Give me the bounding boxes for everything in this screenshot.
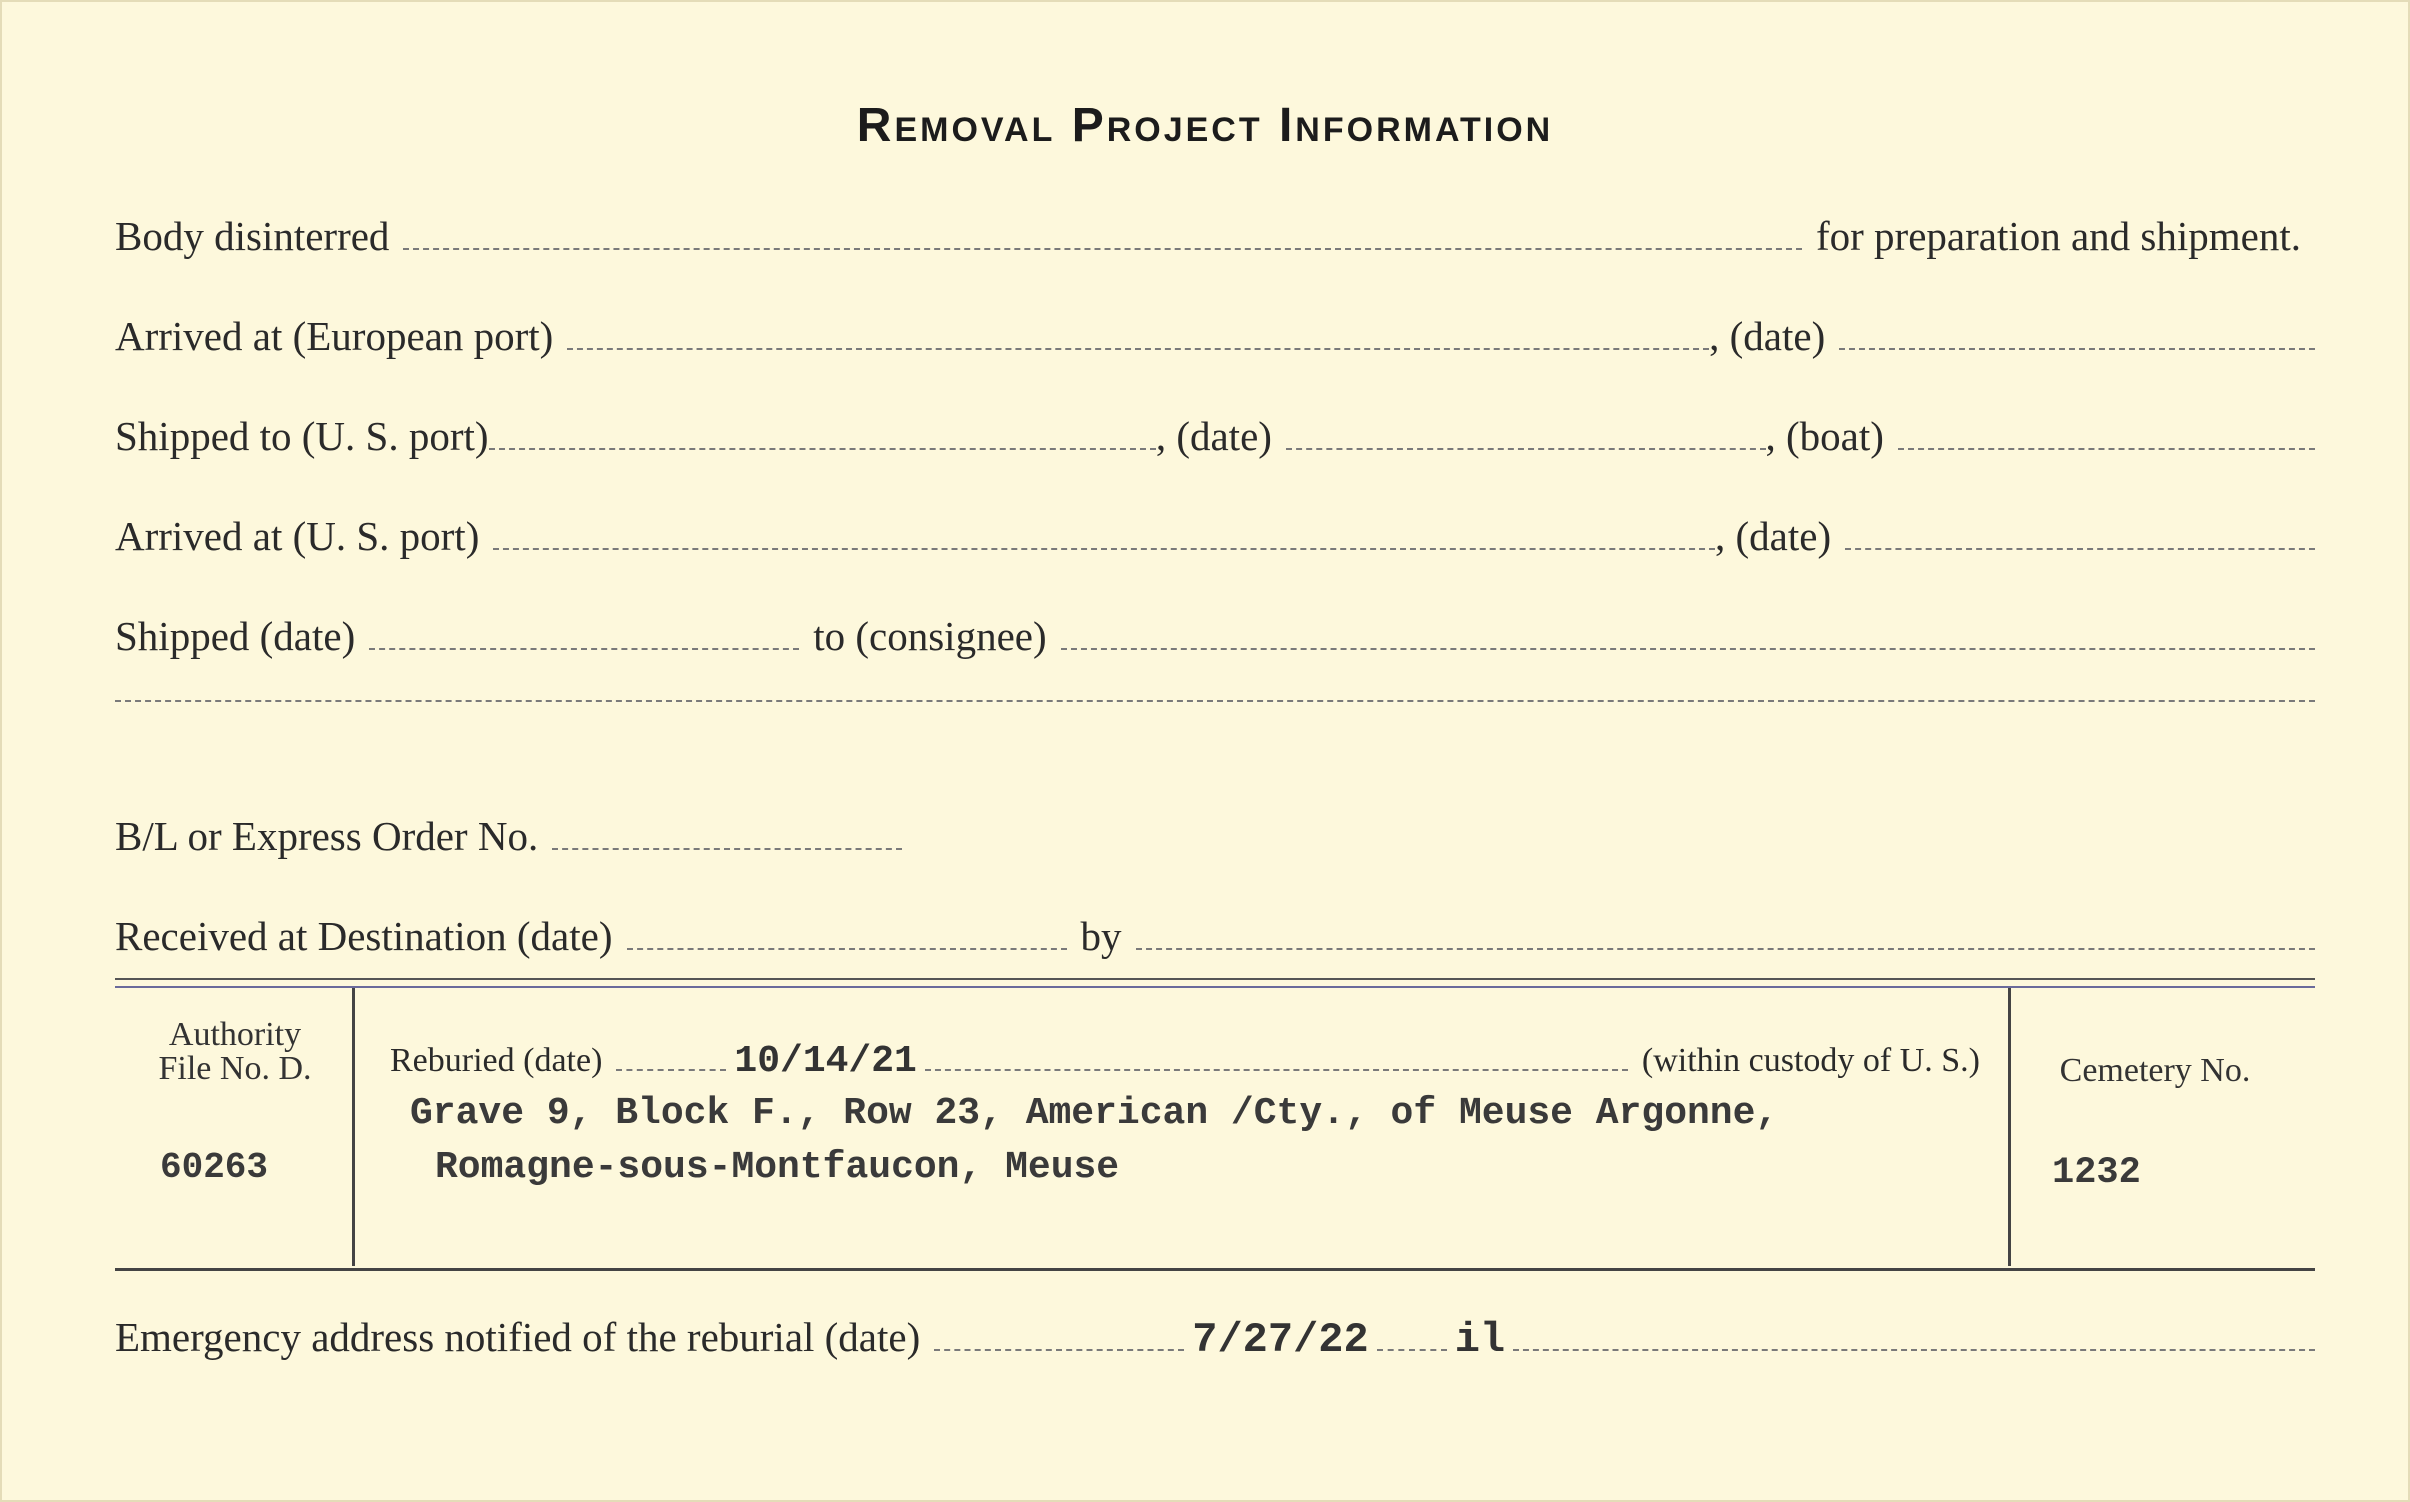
authority-label-line2: File No. D. xyxy=(158,1050,312,1087)
bl-order-blank xyxy=(552,848,902,850)
emergency-initials: il xyxy=(1454,1316,1506,1364)
reburied-label: Reburied (date) xyxy=(390,1042,603,1079)
reburied-date: 10/14/21 xyxy=(734,1040,917,1083)
body-disinterred-blank xyxy=(403,248,1802,250)
authority-label xyxy=(120,1018,350,1086)
arrived-european-label: Arrived at (European port) xyxy=(115,313,554,359)
card-title: Removal Project Information xyxy=(856,99,1554,152)
row-consignee-continued xyxy=(115,700,2315,760)
location-line-1: Grave 9, Block F., Row 23, American /Cty., of Meuse Argonne, xyxy=(410,1092,1779,1135)
emergency-blank-mid xyxy=(1377,1349,1447,1351)
received-label: Received at Destination (date) xyxy=(115,913,613,959)
row-bl-order xyxy=(115,812,2315,872)
emergency-blank-lead xyxy=(934,1349,1184,1351)
emergency-blank xyxy=(1513,1349,2315,1351)
row-body-disinterred xyxy=(115,212,2315,272)
reburial-box-left-divider xyxy=(352,988,355,1266)
shipped-us-label: Shipped to (U. S. port) xyxy=(115,413,489,459)
european-port-blank xyxy=(567,348,1709,350)
authority-label-line1: Authority xyxy=(168,1016,302,1053)
by-label: by xyxy=(1080,913,1122,959)
emergency-label: Emergency address notified of the reburial (date) xyxy=(115,1314,921,1360)
reburial-box-right-divider xyxy=(2008,988,2011,1266)
boat-label: , (boat) xyxy=(1765,413,1884,459)
consignee-blank xyxy=(1061,648,2315,650)
arrived-european-date-label: , (date) xyxy=(1709,313,1826,359)
arrived-us-date-blank xyxy=(1845,548,2315,550)
row-received xyxy=(115,912,2315,972)
european-date-blank xyxy=(1839,348,2315,350)
reburied-row xyxy=(390,1040,1980,1083)
shipped-date-label: Shipped (date) xyxy=(115,613,356,659)
row-arrived-european xyxy=(115,312,2315,372)
arrived-us-date-label: , (date) xyxy=(1715,513,1832,559)
shipped-us-date-blank xyxy=(1286,448,1766,450)
bl-order-label: B/L or Express Order No. xyxy=(115,813,539,859)
row-emergency xyxy=(115,1313,2315,1373)
row-arrived-us xyxy=(115,512,2315,572)
reburied-blank xyxy=(925,1069,1628,1071)
row-shipped-date xyxy=(115,612,2315,672)
received-by-blank xyxy=(1136,948,2316,950)
shipped-us-date-label: , (date) xyxy=(1155,413,1272,459)
file-number: 60263 xyxy=(160,1147,269,1188)
cemetery-label: Cemetery No. xyxy=(2059,1052,2251,1089)
consignee-continued-blank xyxy=(115,700,2315,702)
emergency-date: 7/27/22 xyxy=(1192,1316,1369,1364)
body-disinterred-label: Body disinterred xyxy=(115,213,390,259)
reburial-box-bottom-rule xyxy=(115,1268,2315,1271)
consignee-label: to (consignee) xyxy=(813,613,1047,659)
us-port-blank xyxy=(489,448,1156,450)
custody-label: (within custody of U. S.) xyxy=(1641,1042,1980,1079)
shipped-date-blank xyxy=(369,648,799,650)
reburied-blank-lead xyxy=(616,1069,726,1071)
reburial-box-top-rule xyxy=(115,978,2315,988)
preparation-shipment-label: for preparation and shipment. xyxy=(1815,213,2301,259)
row-shipped-us xyxy=(115,412,2315,472)
arrived-us-label: Arrived at (U. S. port) xyxy=(115,513,480,559)
arrived-us-port-blank xyxy=(493,548,1715,550)
received-date-blank xyxy=(627,948,1067,950)
location-line-2: Romagne-sous-Montfaucon, Meuse xyxy=(435,1146,1120,1189)
cemetery-number: 1232 xyxy=(2052,1152,2141,1194)
boat-blank xyxy=(1898,448,2315,450)
